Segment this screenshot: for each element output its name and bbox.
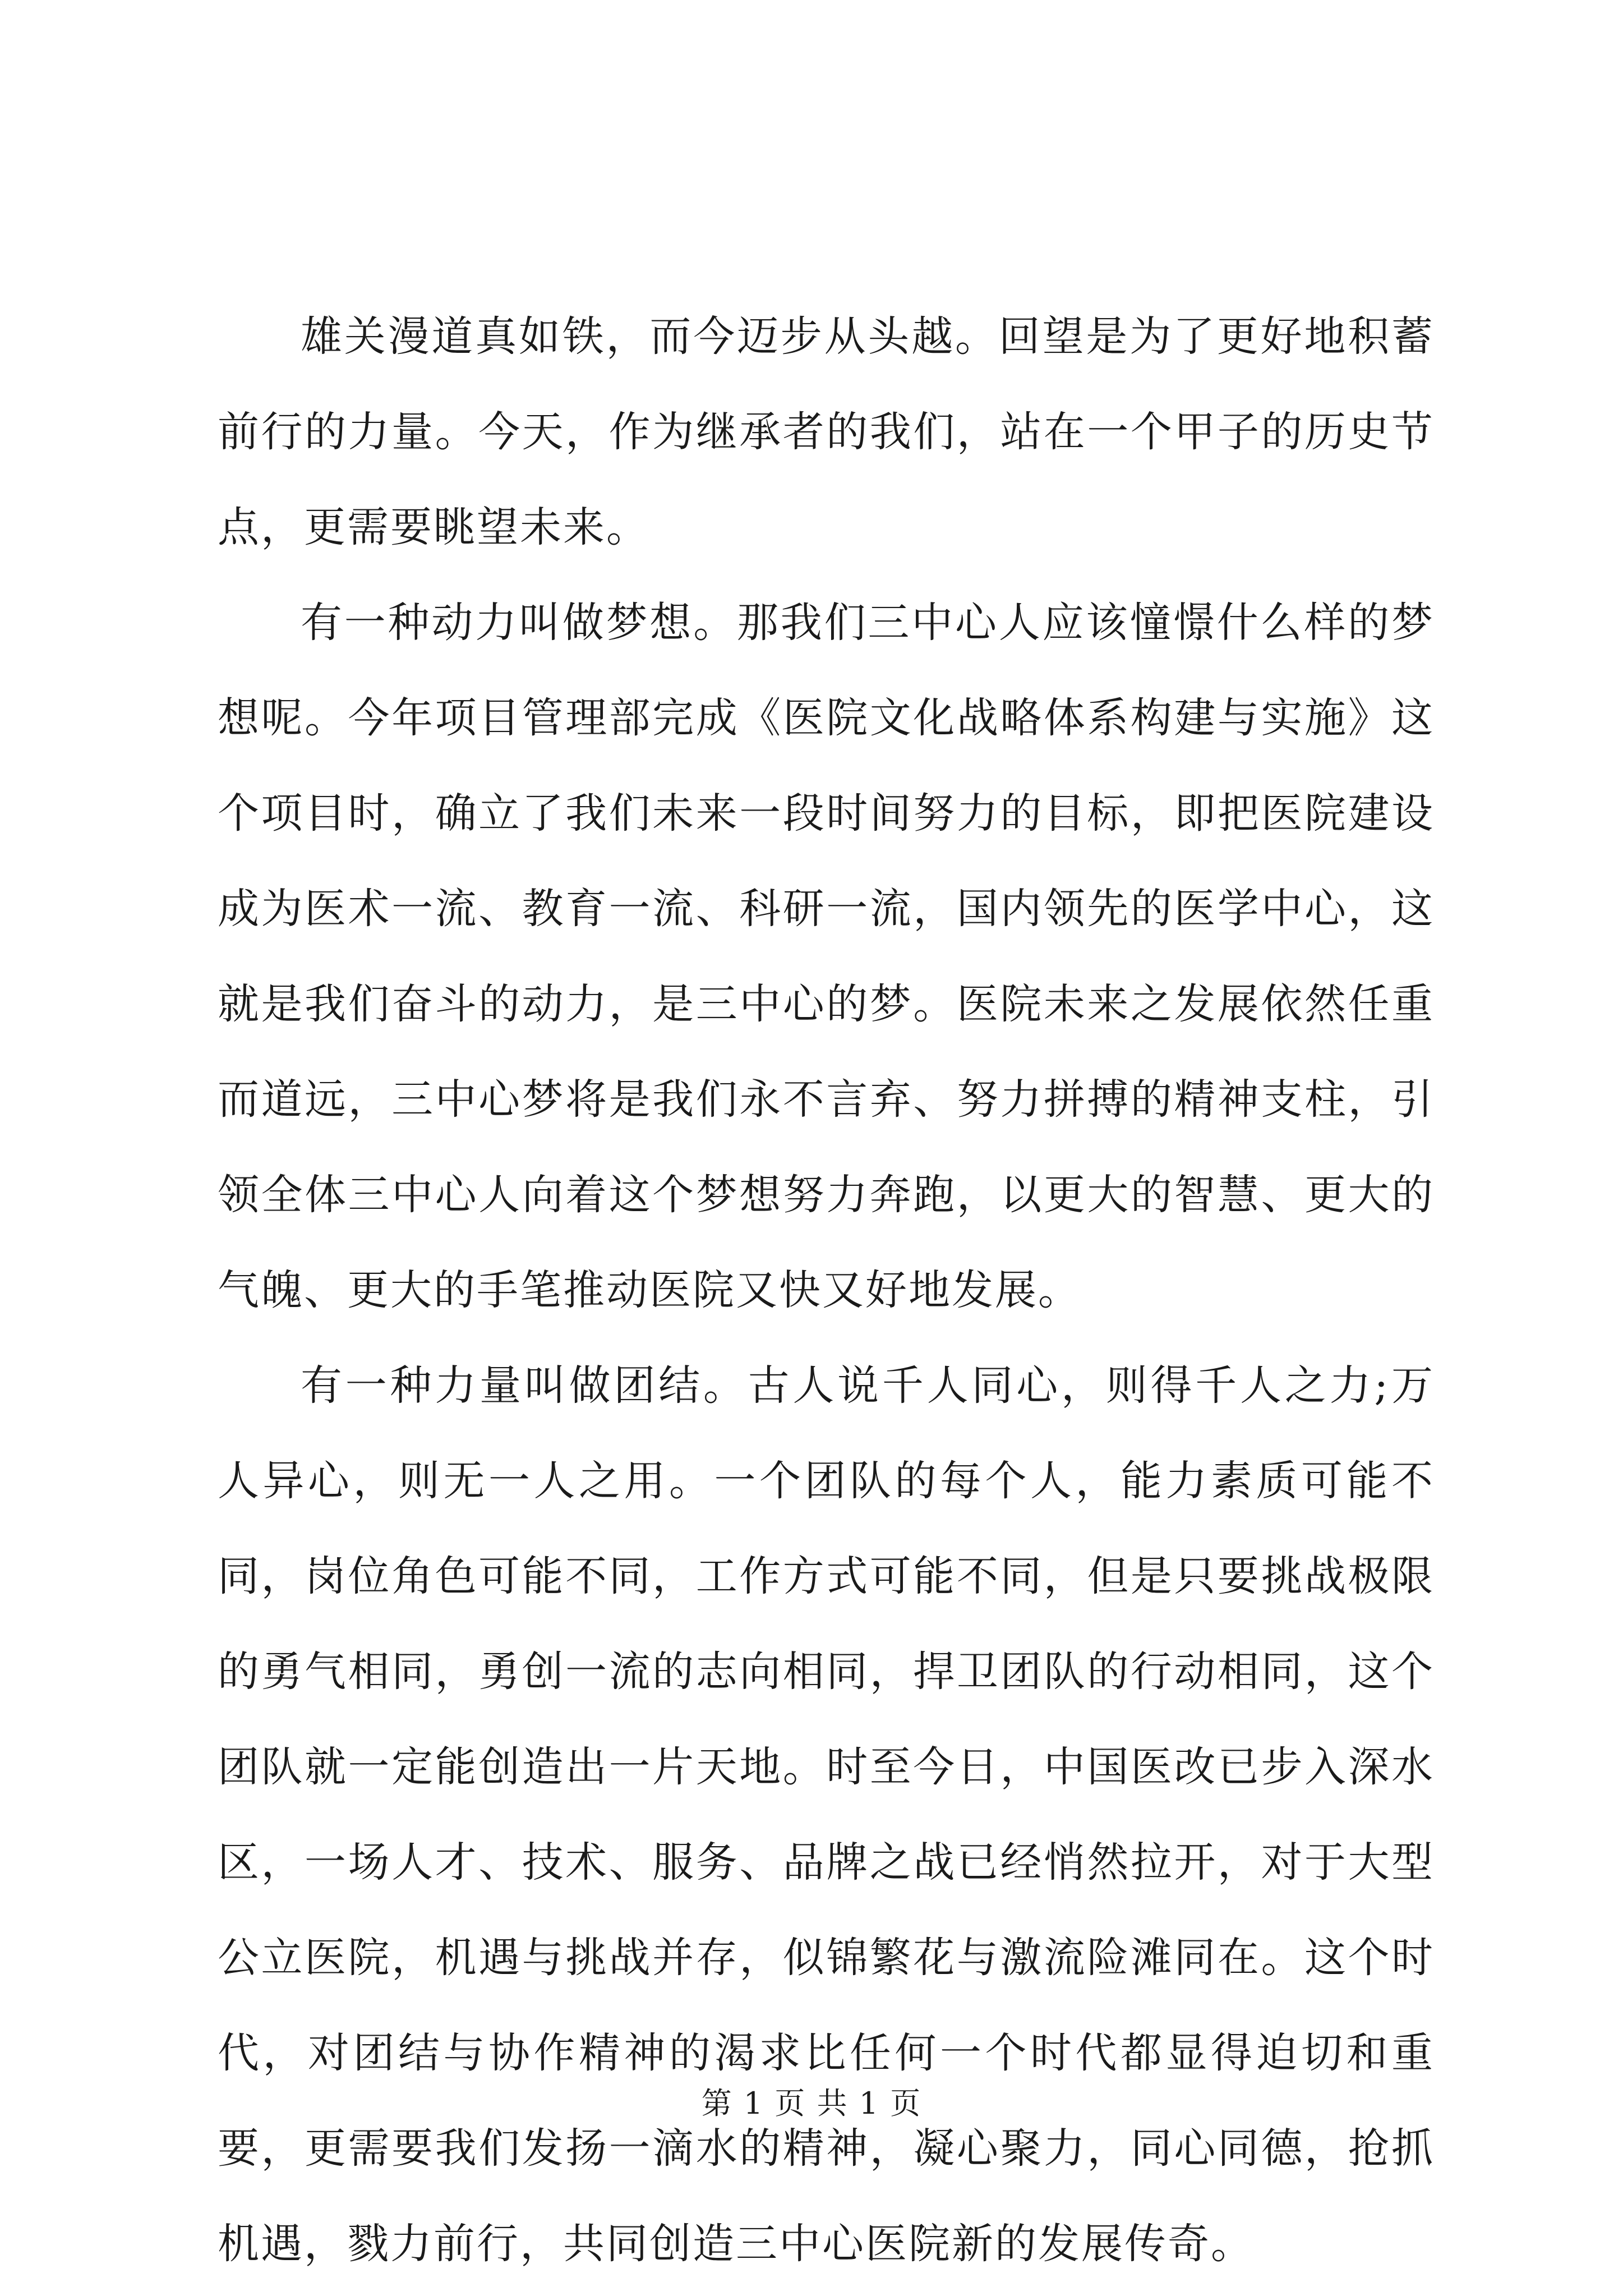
document-body [218, 289, 1435, 2292]
page-footer [0, 2081, 1623, 2126]
page-number: 第 1 页 共 1 页 [701, 2086, 922, 2121]
paragraph-2: 有一种动力叫做梦想。那我们三中心人应该憧憬什么样的梦想呢。今年项目管理部完成《医院文化战略体系构建与实施》这个项目时，确立了我们未来一段时间努力的目标，即把医院建设成为医术一流、教育一流、科研一流，国内领先的医学中心，这就是我们奋斗的动力，是三中心的梦。医院未来之发展依然任重而道远，三中心梦将是我们永不言弃、努力拼搏的精神支柱，引领全体三中心人向着这个梦想努力奔跑，以更大的智慧、更大的气魄、更大的手笔推动医院又快又好地发展。 [218, 599, 1435, 1314]
paragraph-3: 有一种力量叫做团结。古人说千人同心，则得千人之力;万人异心，则无一人之用。一个团队的每个人，能力素质可能不同，岗位角色可能不同，工作方式可能不同，但是只要挑战极限的勇气相同，勇创一流的志向相同，捍卫团队的行动相同，这个团队就一定能创造出一片天地。时至今日，中国医改已步入深水区，一场人才、技术、服务、品牌之战已经悄然拉开，对于大型公立医院，机遇与挑战并存，似锦繁花与激流险滩同在。这个时代，对团结与协作精神的渴求比任何一个时代都显得迫切和重要，更需要我们发扬一滴水的精神，凝心聚力，同心同德，抢抓机遇，戮力前行，共同创造三中心医院新的发展传奇。 [218, 1361, 1435, 2268]
paragraph-1: 雄关漫道真如铁，而今迈步从头越。回望是为了更好地积蓄前行的力量。今天，作为继承者的我们，站在一个甲子的历史节点，更需要眺望未来。 [218, 312, 1435, 551]
